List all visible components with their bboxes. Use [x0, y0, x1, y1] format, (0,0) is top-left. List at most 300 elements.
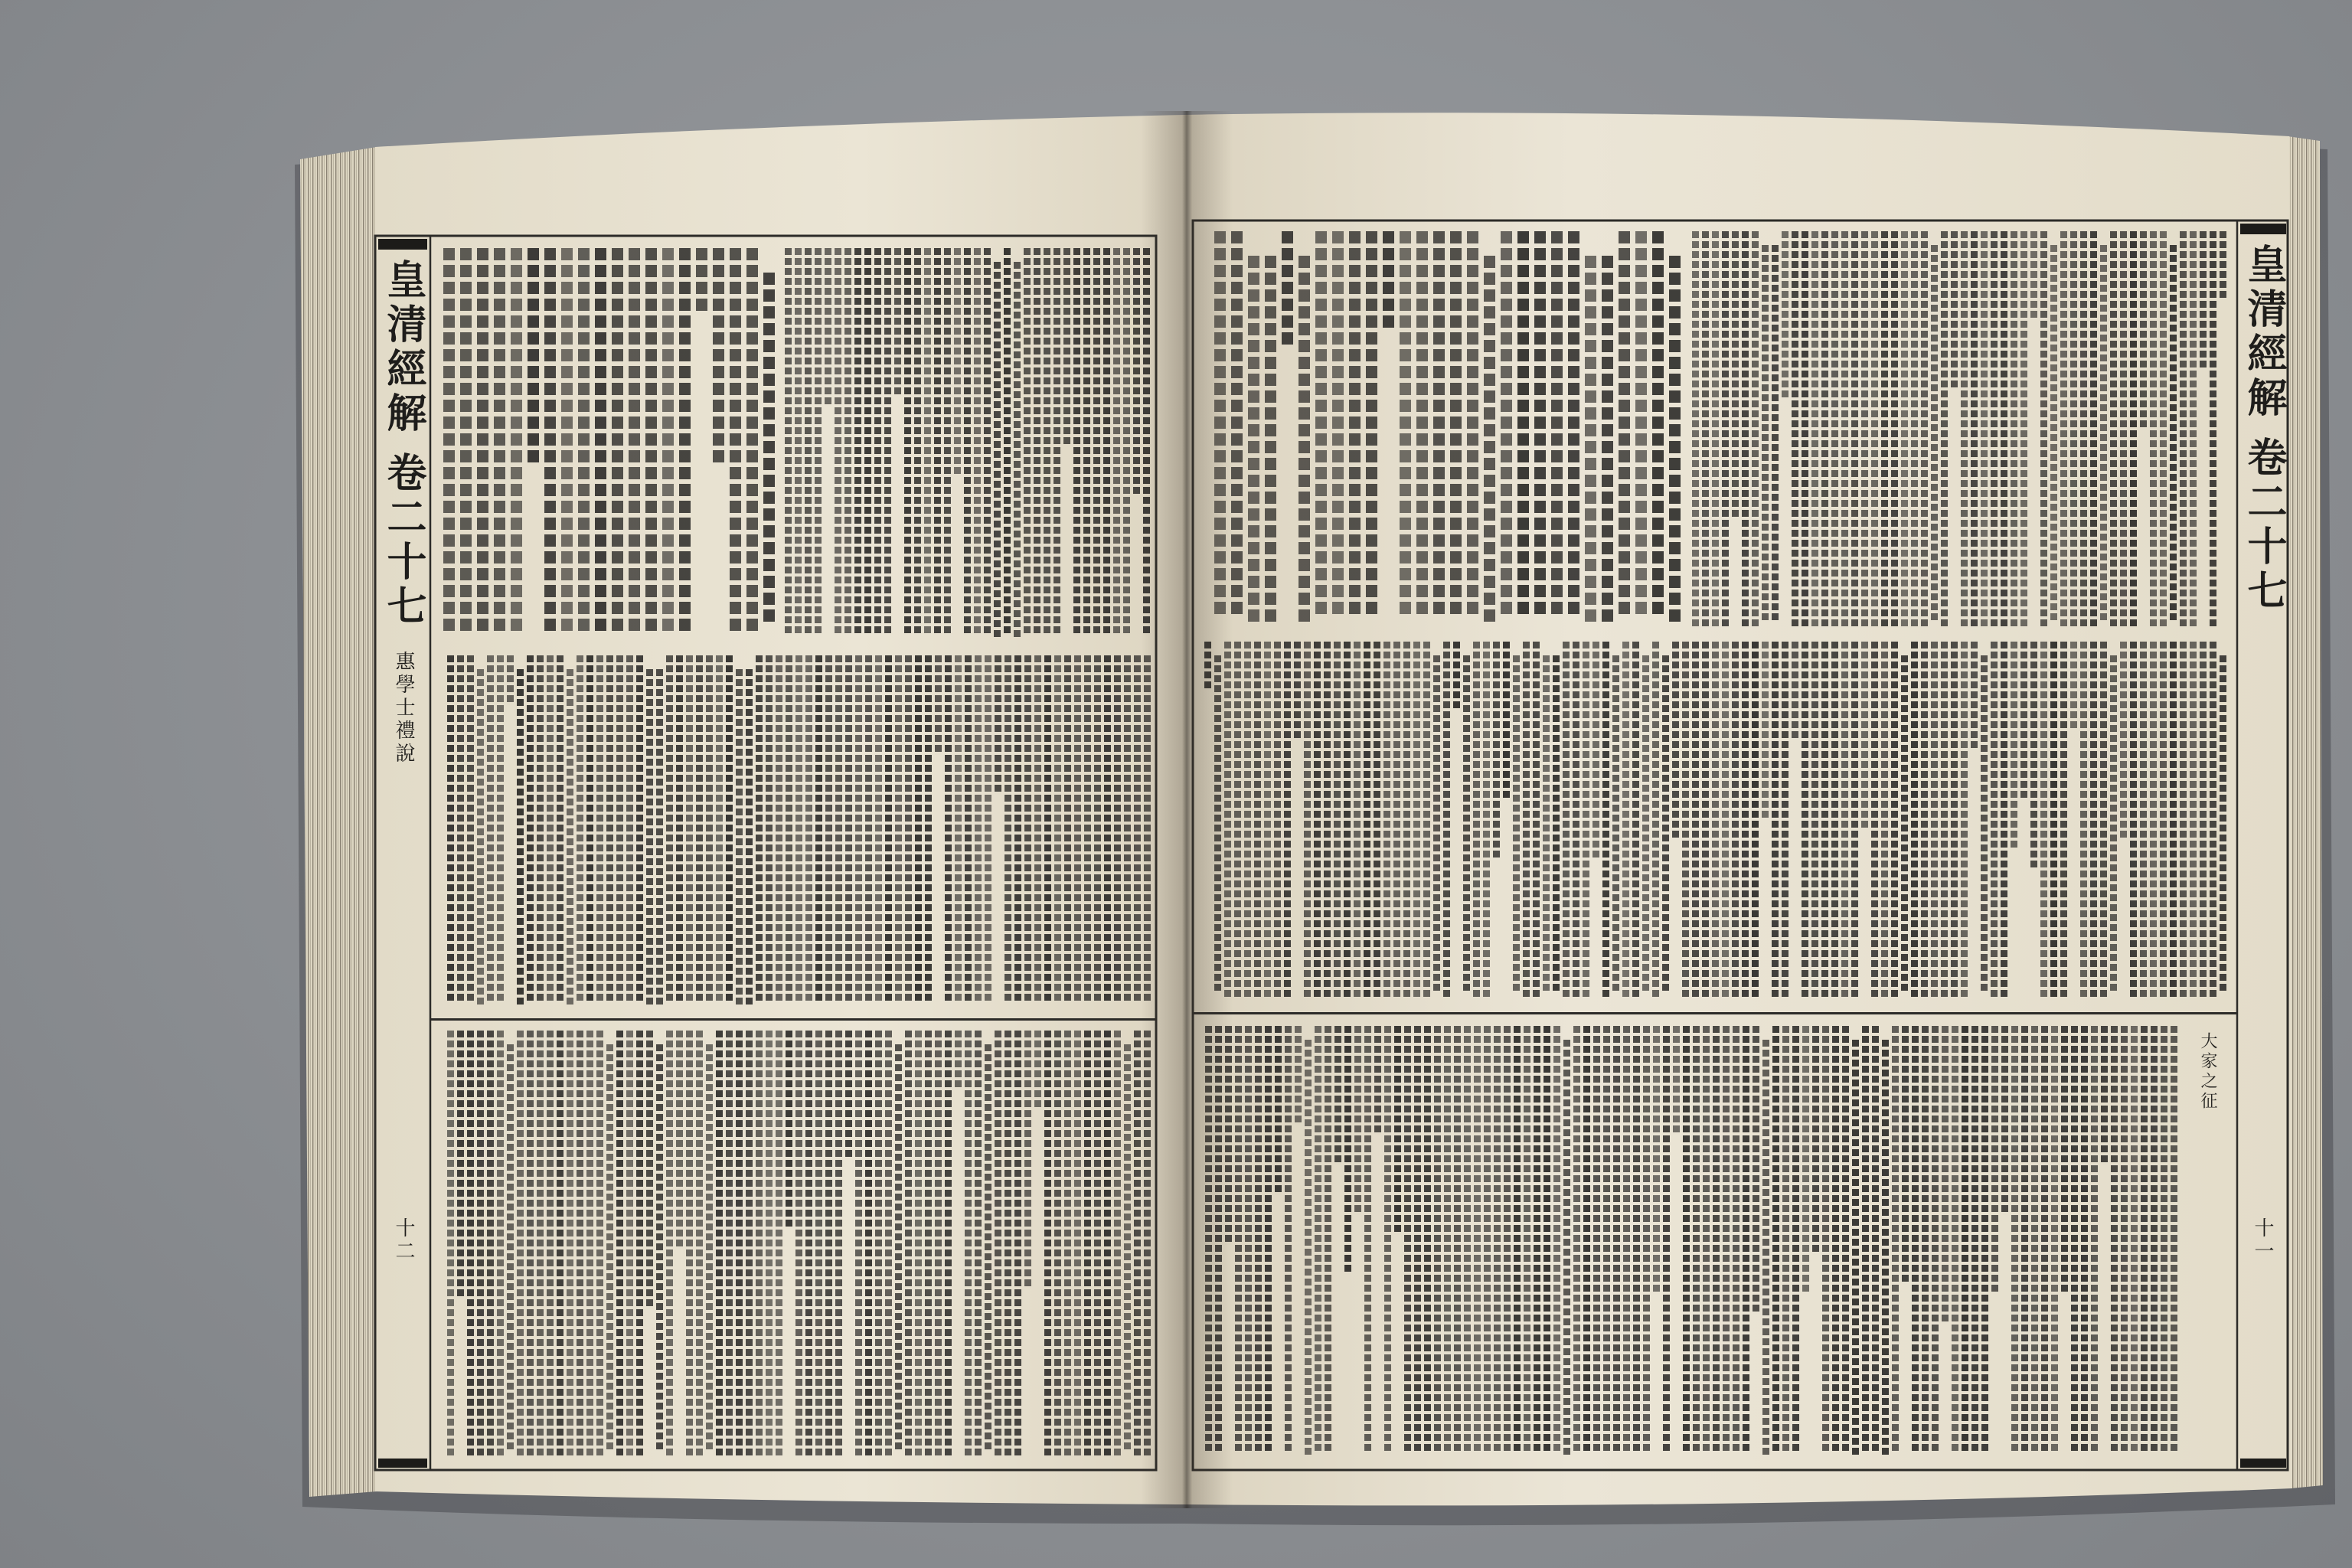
- text-column: [447, 655, 454, 1004]
- text-column: [629, 248, 640, 635]
- text-column: [1931, 642, 1938, 1000]
- text-column: [746, 1031, 753, 1459]
- text-column: [1063, 248, 1070, 447]
- text-column: [865, 655, 872, 1004]
- text-column: [567, 1031, 573, 1459]
- text-column: [1811, 642, 1818, 1000]
- text-column: [954, 248, 961, 477]
- text-column: [1635, 231, 1647, 619]
- text-column: [1753, 1026, 1759, 1315]
- text-column: [746, 669, 753, 1008]
- text-column: [1812, 1026, 1819, 1255]
- text-column: [1083, 248, 1090, 636]
- text-column: [815, 248, 822, 636]
- text-column: [1693, 1026, 1700, 1454]
- text-column: [2160, 642, 2167, 1000]
- text-column: [1782, 231, 1788, 400]
- text-column: [1732, 231, 1739, 520]
- text-column: [1882, 1040, 1889, 1458]
- text-column: [955, 1031, 962, 1090]
- text-column: [1981, 655, 1988, 994]
- text-column: [1523, 642, 1530, 1000]
- text-column: [1921, 231, 1928, 629]
- left-page-number: 十二: [392, 1217, 415, 1263]
- text-column: [736, 669, 743, 1008]
- text-column: [1881, 231, 1888, 629]
- text-column: [636, 1031, 643, 1459]
- text-column: [1314, 642, 1321, 1000]
- text-column: [1494, 1026, 1501, 1454]
- text-column: [487, 1031, 494, 1459]
- text-column: [1144, 655, 1151, 1004]
- text-column: [1553, 1026, 1560, 1454]
- text-column: [1901, 231, 1908, 629]
- text-column: [716, 1031, 723, 1459]
- text-column: [561, 248, 573, 635]
- text-column: [1254, 642, 1261, 1000]
- text-column: [726, 1031, 733, 1459]
- text-column: [1450, 231, 1462, 619]
- text-column: [2030, 231, 2037, 321]
- text-column: [1374, 642, 1380, 1000]
- text-column: [2050, 245, 2057, 623]
- text-column: [1004, 248, 1011, 636]
- text-column: [895, 1044, 902, 1452]
- text-column: [1682, 642, 1689, 1000]
- text-column: [1014, 262, 1021, 640]
- text-column: [1872, 1026, 1879, 1454]
- text-column: [1501, 231, 1512, 619]
- text-column: [1712, 642, 1719, 1000]
- text-column: [944, 248, 951, 636]
- text-column: [656, 1044, 663, 1452]
- text-column: [1383, 231, 1394, 332]
- text-column: [1583, 642, 1589, 1000]
- text-column: [1861, 231, 1868, 629]
- text-column: [1533, 642, 1540, 1000]
- text-column: [706, 655, 713, 1004]
- text-column: [1205, 1026, 1212, 1454]
- text-column: [1224, 642, 1231, 1000]
- text-column: [885, 655, 892, 1004]
- text-column: [1433, 231, 1445, 619]
- text-column: [696, 655, 703, 1004]
- text-column: [2080, 231, 2087, 629]
- text-column: [1544, 1026, 1550, 1454]
- text-column: [1742, 642, 1749, 1000]
- text-column: [1573, 642, 1579, 1000]
- text-column: [1951, 642, 1958, 1000]
- text-column: [1585, 256, 1596, 626]
- text-column: [1104, 655, 1111, 1004]
- text-column: [786, 1031, 792, 1230]
- text-column: [1244, 642, 1251, 1000]
- text-column: [1603, 1026, 1610, 1454]
- text-column: [1285, 1026, 1292, 1454]
- text-column: [636, 655, 643, 1004]
- text-column: [884, 248, 891, 636]
- text-column: [1851, 231, 1858, 629]
- text-column: [1225, 1026, 1232, 1245]
- text-column: [1084, 655, 1091, 1004]
- text-column: [1543, 655, 1550, 994]
- text-column: [1517, 231, 1529, 619]
- text-column: [1443, 642, 1450, 1000]
- text-column: [2101, 1026, 2108, 1165]
- text-column: [1467, 231, 1478, 619]
- text-column: [2171, 1026, 2177, 1454]
- text-column: [835, 655, 842, 1004]
- text-column: [2090, 642, 2097, 1000]
- text-column: [1652, 231, 1664, 619]
- text-column: [497, 1031, 504, 1459]
- text-column: [2220, 231, 2226, 301]
- text-column: [1403, 642, 1410, 1000]
- text-column: [1463, 655, 1470, 994]
- text-column: [1354, 642, 1361, 1000]
- text-column: [763, 273, 775, 626]
- text-column: [2040, 642, 2047, 1000]
- text-column: [1248, 256, 1259, 626]
- text-column: [1503, 642, 1510, 801]
- text-column: [1334, 642, 1341, 1000]
- text-column: [1054, 1031, 1061, 1459]
- text-column: [1413, 642, 1420, 1000]
- text-column: [2200, 231, 2207, 371]
- text-column: [616, 655, 623, 1004]
- text-column: [1652, 642, 1659, 1000]
- text-column: [557, 655, 564, 1004]
- text-column: [686, 1031, 693, 1459]
- text-column: [2200, 642, 2207, 1000]
- text-column: [2100, 245, 2107, 623]
- text-column: [2011, 1026, 2018, 1454]
- text-column: [460, 248, 472, 635]
- text-column: [1702, 642, 1709, 1000]
- text-column: [2180, 231, 2187, 629]
- text-column: [2020, 642, 2027, 801]
- text-column: [1434, 1026, 1441, 1454]
- text-column: [1663, 1026, 1670, 1454]
- text-column: [914, 248, 921, 636]
- text-column: [1534, 1026, 1540, 1454]
- text-column: [1802, 1026, 1809, 1295]
- text-column: [2081, 1026, 2088, 1454]
- text-column: [2001, 231, 2007, 629]
- text-column: [1583, 1026, 1590, 1454]
- text-column: [1842, 1026, 1849, 1454]
- text-column: [1264, 642, 1271, 1000]
- text-column: [1298, 256, 1310, 626]
- text-column: [805, 1031, 812, 1459]
- text-column: [1245, 1026, 1252, 1454]
- text-column: [596, 655, 603, 1004]
- text-column: [1602, 256, 1613, 626]
- text-column: [676, 655, 683, 1004]
- text-column: [1871, 231, 1878, 629]
- text-column: [935, 655, 942, 755]
- text-column: [477, 669, 484, 1008]
- text-column: [2130, 231, 2137, 629]
- text-column: [776, 655, 782, 1004]
- text-column: [1613, 1026, 1620, 1454]
- text-column: [1981, 231, 1988, 629]
- text-column: [497, 655, 504, 1004]
- text-column: [795, 248, 802, 636]
- text-column: [716, 655, 723, 1004]
- text-column: [2031, 1026, 2038, 1454]
- text-column: [1683, 1026, 1690, 1454]
- text-column: [1424, 1026, 1431, 1454]
- left-fold-volume: 卷二十七: [380, 452, 426, 629]
- text-column: [1922, 1026, 1929, 1454]
- text-column: [1504, 1026, 1511, 1454]
- text-column: [1752, 231, 1759, 629]
- text-column: [537, 655, 544, 1004]
- text-column: [2120, 231, 2127, 629]
- text-column: [1265, 256, 1276, 626]
- text-column: [528, 248, 539, 467]
- text-column: [1862, 1026, 1869, 1454]
- text-column: [1383, 642, 1390, 1000]
- text-column: [845, 1031, 852, 1160]
- text-column: [1871, 642, 1878, 1000]
- text-column: [467, 655, 474, 1004]
- text-column: [1643, 1026, 1650, 1454]
- text-column: [776, 1031, 782, 1459]
- text-column: [457, 1031, 464, 1299]
- text-column: [1553, 655, 1560, 994]
- text-column: [1861, 642, 1868, 831]
- text-column: [1143, 248, 1150, 636]
- text-column: [586, 655, 593, 1004]
- text-column: [2110, 231, 2117, 629]
- text-column: [2011, 231, 2017, 629]
- text-column: [1473, 642, 1480, 1000]
- text-column: [1484, 256, 1495, 626]
- text-column: [1623, 1026, 1630, 1454]
- text-column: [1024, 1031, 1031, 1289]
- text-column: [1464, 1026, 1471, 1454]
- text-column: [1113, 248, 1120, 636]
- text-column: [1941, 231, 1948, 629]
- text-column: [955, 655, 962, 1004]
- text-column: [885, 1031, 892, 1459]
- text-column: [1364, 1026, 1371, 1454]
- text-column: [2140, 642, 2147, 1000]
- right-page-number: 十一: [2251, 1217, 2274, 1263]
- text-column: [1822, 1026, 1829, 1454]
- text-column: [656, 669, 663, 1008]
- text-column: [646, 1031, 653, 1309]
- text-column: [1912, 1026, 1919, 1454]
- text-column: [1265, 1026, 1272, 1454]
- right-fold-title: 皇清經解: [2240, 243, 2287, 421]
- text-column: [1792, 231, 1798, 629]
- text-column: [1394, 1026, 1401, 1235]
- text-column: [2080, 642, 2087, 1000]
- text-column: [1782, 1026, 1789, 1454]
- text-column: [1952, 1026, 1958, 1454]
- text-column: [1133, 248, 1140, 497]
- text-column: [1941, 642, 1948, 1000]
- text-column: [1792, 642, 1798, 741]
- text-column: [544, 248, 556, 635]
- text-column: [527, 1031, 534, 1459]
- text-column: [1024, 655, 1031, 1004]
- text-column: [2140, 231, 2147, 430]
- text-column: [905, 1031, 912, 1459]
- text-column: [2040, 231, 2047, 629]
- text-column: [1114, 1031, 1121, 1459]
- text-column: [985, 655, 991, 1004]
- text-column: [1732, 642, 1739, 1000]
- text-column: [2121, 1026, 2128, 1454]
- text-column: [2131, 1026, 2138, 1454]
- text-column: [2001, 1026, 2008, 1215]
- text-column: [1474, 1026, 1481, 1454]
- text-column: [1931, 245, 1938, 623]
- text-column: [2070, 231, 2077, 629]
- text-column: [1981, 1026, 1988, 1454]
- text-column: [646, 669, 653, 1008]
- text-column: [985, 1044, 991, 1452]
- text-column: [1024, 248, 1031, 636]
- text-column: [557, 1031, 564, 1459]
- text-column: [1951, 231, 1958, 390]
- text-column: [1094, 1031, 1101, 1459]
- text-column: [578, 248, 590, 635]
- text-column: [1733, 1026, 1740, 1454]
- text-column: [1315, 231, 1327, 619]
- text-column: [915, 1031, 922, 1459]
- text-column: [2041, 1026, 2048, 1454]
- text-column: [1891, 642, 1898, 1000]
- text-column: [1134, 655, 1141, 1004]
- text-column: [1633, 1026, 1640, 1454]
- text-column: [1103, 248, 1110, 636]
- text-column: [875, 655, 882, 1004]
- text-column: [706, 1044, 713, 1452]
- text-column: [1772, 642, 1779, 1000]
- text-column: [746, 248, 758, 635]
- text-column: [2091, 1026, 2098, 1454]
- text-column: [1551, 231, 1563, 619]
- text-column: [894, 248, 901, 397]
- text-column: [1723, 1026, 1730, 1454]
- text-column: [1275, 1026, 1282, 1195]
- text-column: [730, 248, 741, 635]
- text-column: [1034, 655, 1041, 1004]
- text-column: [1911, 642, 1918, 1000]
- text-column: [537, 1031, 544, 1459]
- text-column: [1662, 655, 1669, 994]
- text-column: [2111, 1026, 2118, 1454]
- text-column: [494, 248, 505, 635]
- text-column: [2021, 1026, 2028, 1454]
- text-column: [2060, 642, 2067, 1000]
- text-column: [616, 1031, 623, 1459]
- text-column: [1669, 256, 1681, 626]
- text-column: [875, 1031, 882, 1459]
- text-column: [1524, 1026, 1530, 1454]
- text-column: [1782, 642, 1788, 1000]
- text-column: [547, 1031, 554, 1459]
- text-column: [925, 655, 932, 1004]
- text-column: [1932, 1026, 1939, 1454]
- text-column: [1831, 642, 1838, 1000]
- text-column: [1971, 642, 1978, 751]
- text-column: [854, 248, 861, 636]
- text-column: [835, 248, 841, 636]
- text-column: [467, 1031, 474, 1459]
- text-column: [1014, 1031, 1021, 1459]
- text-column: [1004, 1031, 1011, 1459]
- text-column: [1074, 655, 1081, 1004]
- text-column: [2060, 231, 2067, 629]
- text-column: [1713, 1026, 1720, 1454]
- text-column: [507, 655, 514, 705]
- text-column: [1325, 1026, 1331, 1454]
- text-column: [1454, 1026, 1461, 1454]
- text-column: [2020, 231, 2027, 629]
- text-column: [1772, 245, 1779, 623]
- text-column: [1284, 642, 1291, 1000]
- text-column: [845, 655, 852, 1004]
- text-column: [2120, 642, 2127, 841]
- text-column: [785, 248, 792, 636]
- text-column: [1563, 1040, 1570, 1458]
- text-column: [686, 655, 693, 1004]
- text-column: [2220, 655, 2226, 994]
- text-column: [2190, 231, 2197, 629]
- text-column: [1444, 1026, 1451, 1454]
- text-column: [1593, 1026, 1600, 1454]
- text-column: [835, 1031, 842, 1459]
- text-column: [1433, 655, 1440, 994]
- text-column: [1991, 642, 1998, 1000]
- text-column: [934, 248, 941, 636]
- text-column: [2170, 642, 2177, 1000]
- text-column: [1124, 1044, 1131, 1452]
- text-column: [1692, 642, 1699, 1000]
- text-column: [864, 248, 871, 636]
- text-column: [2090, 231, 2097, 629]
- text-column: [2151, 1026, 2158, 1454]
- text-column: [1074, 1031, 1081, 1459]
- text-column: [2160, 231, 2167, 629]
- text-column: [904, 248, 911, 636]
- text-column: [567, 669, 573, 1008]
- text-column: [1592, 642, 1599, 861]
- text-column: [2180, 642, 2187, 1000]
- text-column: [662, 248, 674, 635]
- text-column: [1743, 1026, 1749, 1454]
- text-column: [1493, 642, 1500, 861]
- text-column: [895, 655, 902, 1004]
- text-column: [1673, 1026, 1680, 1135]
- text-column: [696, 248, 707, 315]
- text-column: [1831, 231, 1838, 629]
- text-column: [1295, 1026, 1302, 1125]
- text-column: [1991, 231, 1998, 629]
- text-column: [726, 655, 733, 1004]
- right-fold-volume: 卷二十七: [2240, 436, 2287, 614]
- text-column: [517, 1031, 524, 1459]
- text-column: [2061, 1026, 2068, 1295]
- text-column: [805, 655, 812, 1004]
- text-column: [1215, 1026, 1222, 1454]
